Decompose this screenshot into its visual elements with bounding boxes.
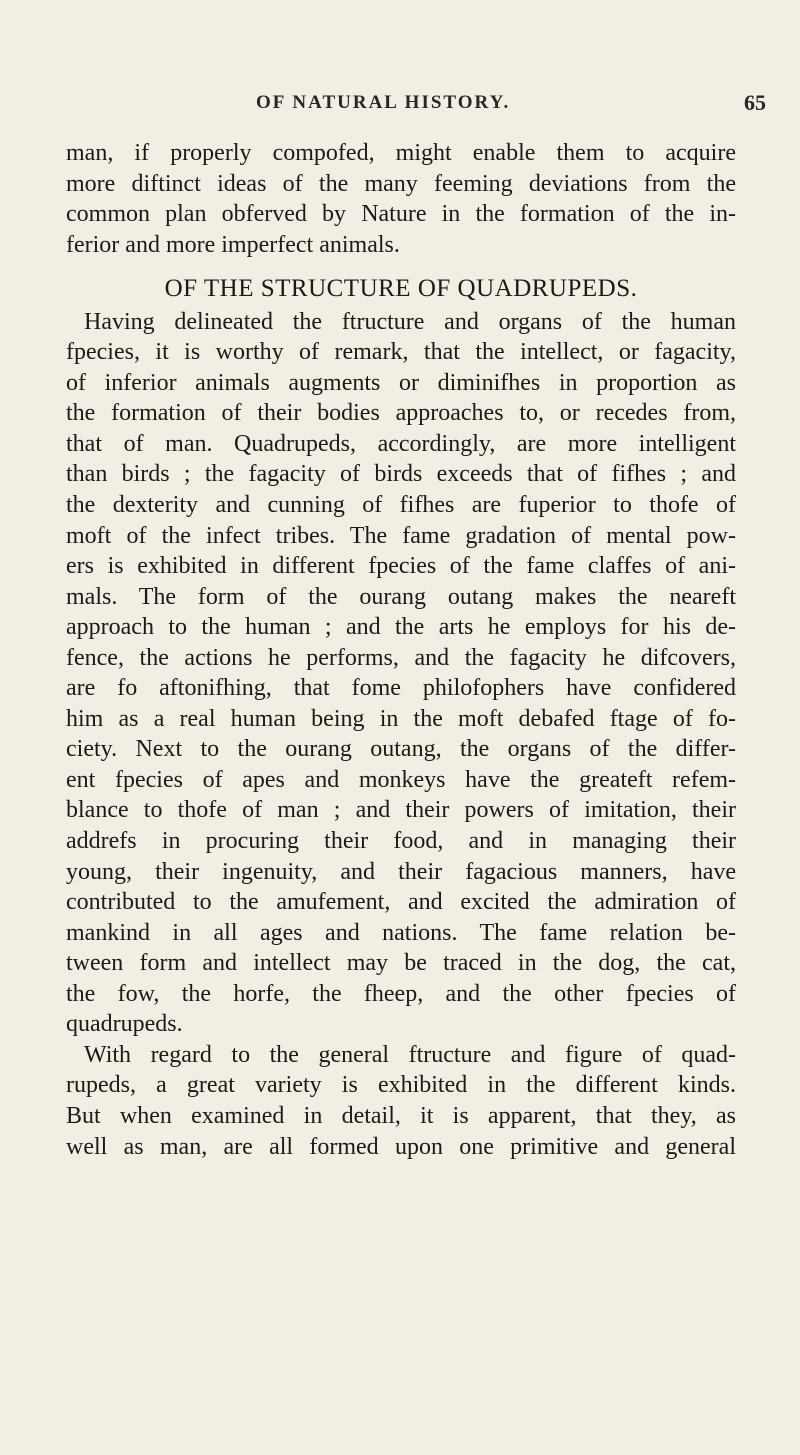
text-line: moft of the infect tribes. The fame gradation of mental pow- [66, 522, 736, 549]
paragraph-general-structure [66, 1040, 736, 1162]
text-line: fpecies, it is worthy of remark, that the intellect, or fagacity, [66, 339, 736, 366]
text-line: of inferior animals augments or diminifhes in proportion as [66, 369, 736, 396]
text-line: addrefs in procuring their food, and in managing their [66, 828, 736, 855]
text-line: Having delineated the ftructure and organs of the human [84, 308, 736, 335]
text-line: more diftinct ideas of the many feeming deviations from the [66, 170, 736, 197]
paragraph-structure [66, 307, 736, 1040]
text-line: mankind in all ages and nations. The fame relation be- [66, 919, 736, 946]
text-line: ers is exhibited in different fpecies of the fame claffes of ani- [66, 553, 736, 580]
running-title: OF NATURAL HISTORY. [256, 92, 511, 113]
text-line: young, their ingenuity, and their fagacious manners, have [66, 858, 736, 885]
text-line: rupeds, a great variety is exhibited in the different kinds. [66, 1072, 736, 1099]
text-line: contributed to the amufement, and excited the admiration of [66, 889, 736, 916]
text-line: tween form and intellect may be traced in the dog, the cat, [66, 950, 736, 977]
text-line: With regard to the general ftructure and figure of quad- [84, 1041, 736, 1068]
text-line: are fo aftonifhing, that fome philofophers have confidered [66, 675, 736, 702]
text-line: the fow, the horfe, the fheep, and the other fpecies of [66, 980, 736, 1007]
text-line: the formation of their bodies approaches to, or recedes from, [66, 400, 736, 427]
page-number: 65 [744, 90, 766, 115]
text-line: than birds ; the fagacity of birds exceeds that of fifhes ; and [66, 461, 736, 488]
text-line: mals. The form of the ourang outang makes the neareft [66, 583, 736, 610]
text-line: the dexterity and cunning of fifhes are fuperior to thofe of [66, 492, 736, 519]
text-line: man, if properly compofed, might enable them to acquire [66, 140, 736, 166]
text-line: fence, the actions he performs, and the fagacity he difcovers, [66, 644, 736, 671]
text-line: well as man, are all formed upon one primitive and general [66, 1133, 736, 1160]
text-line: approach to the human ; and the arts he employs for his de- [66, 614, 736, 641]
text-block [66, 138, 736, 1162]
text-line: ent fpecies of apes and monkeys have the greateft refem- [66, 766, 736, 793]
text-line: ciety. Next to the ourang outang, the organs of the differ- [66, 736, 736, 763]
section-heading: OF THE STRUCTURE OF QUADRUPEDS. [164, 275, 638, 303]
text-line: that of man. Quadrupeds, accordingly, are more intelligent [66, 430, 736, 457]
text-line: him as a real human being in the moft debafed ftage of fo- [66, 705, 736, 732]
text-line: common plan obferved by Nature in the formation of the in- [66, 201, 736, 228]
paragraph-continued [66, 138, 736, 260]
text-line: blance to thofe of man ; and their powers of imitation, their [66, 797, 736, 824]
running-head [0, 92, 800, 122]
text-line: ferior and more imperfect animals. [66, 231, 400, 258]
text-line: quadrupeds. [66, 1011, 183, 1038]
text-line: But when examined in detail, it is apparent, that they, as [66, 1102, 736, 1129]
